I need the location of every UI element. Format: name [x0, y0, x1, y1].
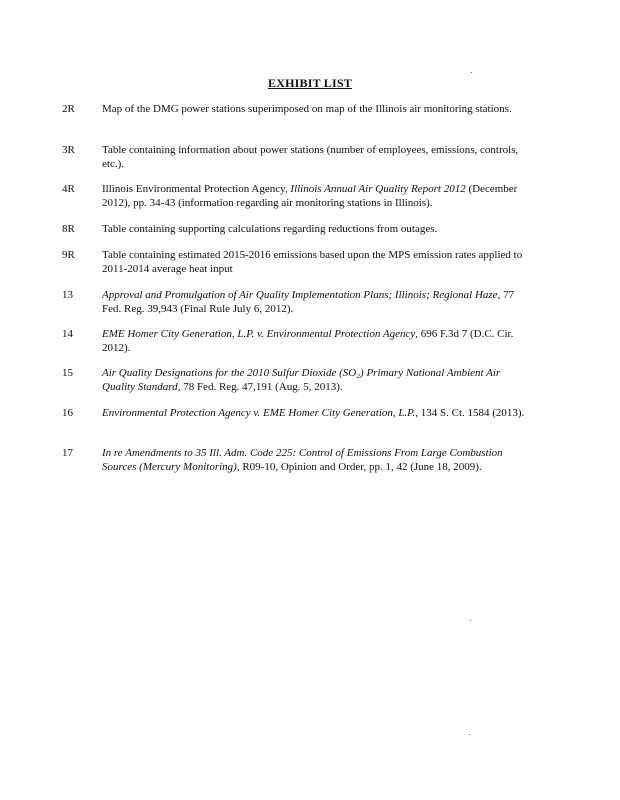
exhibit-description: Table containing estimated 2015-2016 emissions based upon the MPS emission rates applied to 2011-2014 average heat input	[102, 249, 523, 275]
exhibit-description: Approval and Promulgation of Air Quality Implementation Plans; Illinois; Regional Haze, 77 Fed. Reg. 39,943 (Final Rule July 6, 2012).	[102, 289, 515, 315]
exhibit-description: Air Quality Designations for the 2010 Sulfur Dioxide (SO₂) Primary National Ambient Air Quality Standard, 78 Fed. Reg. 47,191 (Aug. 5, 2013).	[102, 367, 501, 393]
scan-speck	[469, 734, 470, 735]
exhibit-description: Environmental Protection Agency v. EME Homer City Generation, L.P., 134 S. Ct. 1584 (2013).	[102, 407, 525, 419]
exhibit-description: Table containing information about power stations (number of employees, emissions, controls, etc.).	[102, 144, 519, 170]
exhibit-entry	[62, 143, 532, 171]
exhibit-entry	[62, 288, 532, 316]
exhibit-entry	[62, 222, 532, 236]
exhibit-number: 9R	[62, 249, 75, 261]
scan-speck	[470, 620, 471, 621]
exhibit-description: Map of the DMG power stations superimposed on map of the Illinois air monitoring stations.	[102, 103, 512, 115]
exhibit-entry	[62, 327, 532, 355]
exhibit-number: 8R	[62, 223, 75, 235]
exhibit-description: In re Amendments to 35 Ill. Adm. Code 225: Control of Emissions From Large Combustion Sources (Mercury Monitoring), R09-10, Opinion and Order, pp. 1, 42 (June 18, 2009).	[102, 447, 503, 473]
exhibit-description: Table containing supporting calculations regarding reductions from outages.	[102, 223, 438, 235]
exhibit-number: 13	[62, 289, 73, 301]
exhibit-number: 15	[62, 367, 73, 379]
exhibit-number: 3R	[62, 144, 75, 156]
exhibit-entry	[62, 102, 532, 116]
exhibit-number: 4R	[62, 183, 75, 195]
scan-speck	[471, 72, 472, 73]
exhibit-number: 17	[62, 447, 73, 459]
exhibit-number: 16	[62, 407, 73, 419]
exhibit-entry	[62, 406, 532, 420]
exhibit-entry	[62, 182, 532, 210]
exhibit-list-title: EXHIBIT LIST	[268, 76, 352, 90]
exhibit-entry	[62, 366, 532, 394]
exhibit-number: 2R	[62, 103, 75, 115]
exhibit-number: 14	[62, 328, 73, 340]
exhibit-entry	[62, 446, 532, 474]
exhibit-description: EME Homer City Generation, L.P. v. Environmental Protection Agency, 696 F.3d 7 (D.C. Cir. 2012).	[102, 328, 514, 354]
exhibit-description: Illinois Environmental Protection Agency, Illinois Annual Air Quality Report 2012 (December 2012), pp. 34-43 (information regarding air monitoring stations in Illinois).	[102, 183, 518, 209]
exhibit-entry	[62, 248, 532, 276]
